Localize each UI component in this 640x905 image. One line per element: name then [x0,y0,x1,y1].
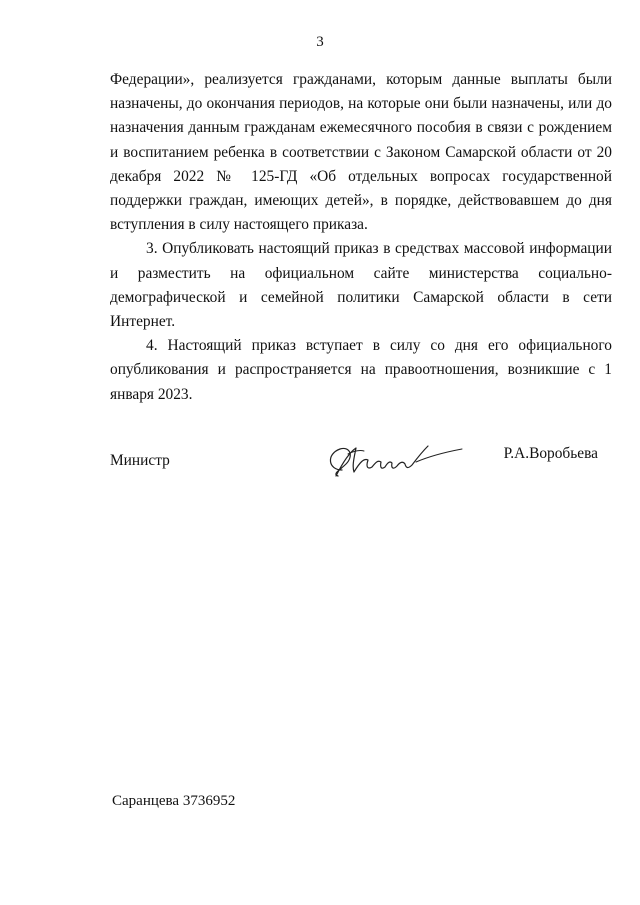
page-number: 3 [316,34,324,50]
paragraph-item-3: 3. Опубликовать настоящий приказ в средствах массовой информации и разместить на официальном сайте министерства социально-демографической и семейной политики Самарской области в сети Интернет. [110,240,612,331]
signatory-title: Министр [110,452,170,469]
signatory-name: Р.А.Воробьева [503,445,598,462]
handwritten-signature [320,440,470,484]
paragraph-continuation: Федерации», реализуется гражданами, которым данные выплаты были назначены, до окончания периодов, на которые они были назначены, или до назначения данным гражданам ежемесячного пособия в связи с рождением и воспитанием ребенка в соответствии с Законом Самарской области от 20 декабря 2022 № 125-ГД «Об отдельных вопросах государственной поддержки граждан, имеющих детей», в порядке, действовавшем до дня вступления в силу настоящего приказа. [110,71,612,234]
document-body [110,68,612,407]
executor-note: Саранцева 3736952 [112,793,236,809]
signature-block [110,440,612,500]
paragraph-item-4: 4. Настоящий приказ вступает в силу со дня его официального опубликования и распространяется на правоотношения, возникшие с 1 января 2023. [110,337,612,403]
